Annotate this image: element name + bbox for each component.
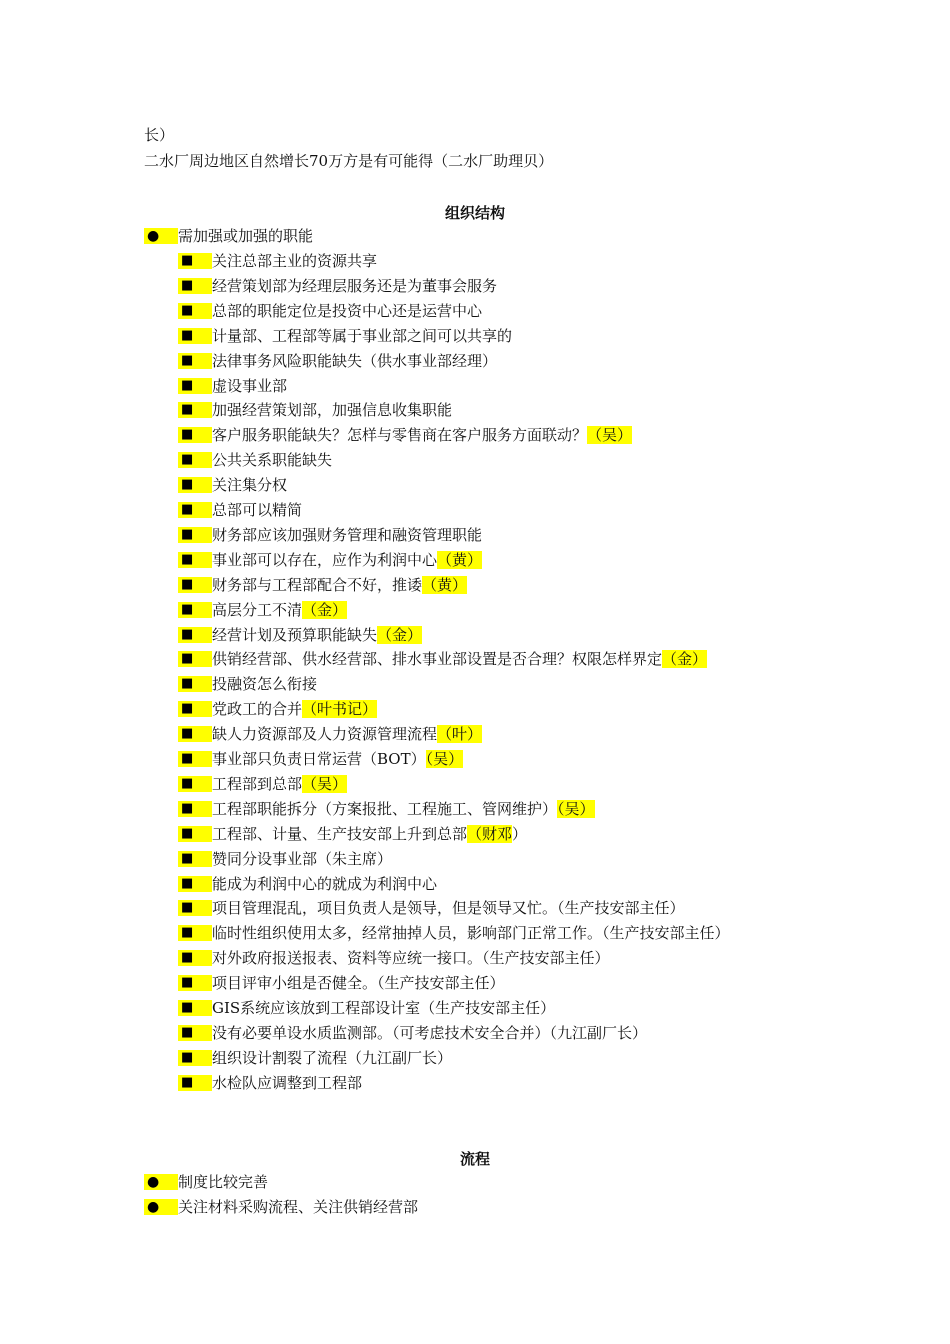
bullet-square-icon: ■	[178, 1025, 212, 1041]
list-item-label	[212, 425, 632, 445]
list-item-label: 关注材料采购流程、关注供销经营部	[178, 1198, 419, 1216]
bullet-square-icon: ■	[178, 851, 212, 867]
item-text: 公共关系职能缺失	[212, 451, 333, 469]
bullet-square-icon: ■	[178, 925, 212, 941]
list-item-label	[212, 326, 512, 346]
item-text: 临时性组织使用太多，经常抽掉人员，影响部门正常工作。（生产技安部主任）	[212, 924, 730, 942]
item-text: 项目评审小组是否健全。（生产技安部主任）	[212, 974, 505, 992]
list-item-label	[212, 849, 392, 869]
bullet-square-icon: ■	[178, 950, 212, 966]
bullet-square-icon: ■	[178, 1050, 212, 1066]
attribution-tag: （财邓	[467, 825, 513, 843]
list-item-label	[212, 575, 467, 595]
list-item-label	[212, 898, 685, 918]
bullet-square-icon: ■	[178, 1000, 212, 1016]
list-item-label	[212, 376, 287, 396]
bullet-square-icon: ■	[178, 776, 212, 792]
list-item-label	[212, 400, 452, 420]
bullet-square-icon: ■	[178, 502, 212, 518]
bullet-square-icon: ■	[178, 303, 212, 319]
list-item-label	[212, 475, 287, 495]
intro-line-2: 二水厂周边地区自然增长70万方是有可能得（二水厂助理贝）	[144, 152, 554, 170]
bullet-square-icon: ■	[178, 726, 212, 742]
list-item-label	[212, 998, 555, 1018]
list-item-label	[212, 450, 332, 470]
attribution-tag: （吴）	[557, 800, 595, 818]
item-text: 党政工的合并	[212, 700, 303, 718]
list-item-label	[212, 874, 437, 894]
bullet-square-icon: ■	[178, 627, 212, 643]
item-text: 总部的职能定位是投资中心还是运营中心	[212, 302, 483, 320]
list-item-label	[212, 774, 347, 794]
item-text: 计量部、工程部等属于事业部之间可以共享的	[212, 327, 513, 345]
section-title-org: 组织结构	[444, 204, 505, 222]
item-text: 供销经营部、供水经营部、排水事业部设置是否合理？权限怎样界定	[212, 650, 663, 668]
list-item-label	[212, 525, 482, 545]
item-text: 缺人力资源部及人力资源管理流程	[212, 725, 438, 743]
intro-line-1: 长）	[144, 126, 175, 144]
item-text: 财务部应该加强财务管理和融资管理职能	[212, 526, 483, 544]
item-text: 关注总部主业的资源共享	[212, 252, 378, 270]
bullet-square-icon: ■	[178, 552, 212, 568]
attribution-tag: （金）	[377, 626, 423, 644]
bullet-square-icon: ■	[178, 452, 212, 468]
bullet-square-icon: ■	[178, 701, 212, 717]
list-item-label	[212, 948, 610, 968]
bullet-square-icon: ■	[178, 751, 212, 767]
list-item-label	[212, 674, 317, 694]
bullet-square-icon: ■	[178, 477, 212, 493]
bullet-square-icon: ■	[178, 975, 212, 991]
bullet-square-icon: ■	[178, 801, 212, 817]
list-item-label	[212, 301, 482, 321]
attribution-tag: （黄）	[422, 576, 468, 594]
section-title-flow: 流程	[459, 1150, 490, 1168]
list-item-label	[212, 824, 527, 844]
list-item-label	[212, 923, 730, 943]
bullet-square-icon: ■	[178, 353, 212, 369]
item-text: 关注集分权	[212, 476, 288, 494]
item-text: 能成为利润中心的就成为利润中心	[212, 875, 438, 893]
attribution-tag: （金）	[662, 650, 708, 668]
item-text: 加强经营策划部，加强信息收集职能	[212, 401, 453, 419]
item-text: 对外政府报送报表、资料等应统一接口。（生产技安部主任）	[212, 949, 610, 967]
list-item-label	[212, 625, 422, 645]
bullet-square-icon: ■	[178, 577, 212, 593]
item-text: 项目管理混乱，项目负责人是领导，但是领导又忙。（生产技安部主任）	[212, 899, 685, 917]
bullet-square-icon: ■	[178, 676, 212, 692]
list-item-label	[212, 1048, 452, 1068]
item-text: 水检队应调整到工程部	[212, 1074, 363, 1092]
item-text: 事业部可以存在，应作为利润中心	[212, 551, 438, 569]
bullet-square-icon: ■	[178, 378, 212, 394]
bullet-square-icon: ■	[178, 900, 212, 916]
item-text: 总部可以精简	[212, 501, 303, 519]
bullet-square-icon: ■	[178, 527, 212, 543]
list-item-label	[212, 550, 482, 570]
attribution-tag: （吴）	[587, 426, 633, 444]
item-text: 工程部、计量、生产技安部上升到总部	[212, 825, 468, 843]
item-text: 组织设计割裂了流程（九江副厂长）	[212, 1049, 453, 1067]
item-text: 事业部只负责日常运营（BOT）	[212, 750, 426, 768]
list-item-label	[212, 649, 707, 669]
attribution-tail: ）	[512, 825, 528, 843]
bullet-square-icon: ■	[178, 328, 212, 344]
item-text: 财务部与工程部配合不好，推诿	[212, 576, 423, 594]
bullet-square-icon: ■	[178, 278, 212, 294]
bullet-square-icon: ■	[178, 402, 212, 418]
bullet-circle-icon: ●	[144, 1174, 178, 1190]
list-item-label	[212, 749, 463, 769]
bullet-square-icon: ■	[178, 876, 212, 892]
bullet-square-icon: ■	[178, 651, 212, 667]
item-text: 虚设事业部	[212, 377, 288, 395]
attribution-tag: （黄）	[437, 551, 483, 569]
item-text: 工程部到总部	[212, 775, 303, 793]
attribution-tag: （叶书记）	[302, 700, 378, 718]
attribution-tag: （金）	[302, 601, 348, 619]
list-item-label	[212, 1073, 362, 1093]
item-text: 客户服务职能缺失？怎样与零售商在客户服务方面联动？	[212, 426, 588, 444]
attribution-tag: （吴）	[425, 750, 464, 768]
item-text: 经营计划及预算职能缺失	[212, 626, 378, 644]
attribution-tag: （吴）	[302, 775, 348, 793]
list-item-label	[212, 251, 377, 271]
item-text: 高层分工不清	[212, 601, 303, 619]
list-item-label	[212, 600, 347, 620]
list-item-label	[212, 973, 505, 993]
list-item-label: 制度比较完善	[178, 1173, 269, 1191]
bullet-square-icon: ■	[178, 1075, 212, 1091]
list-item-label	[212, 276, 497, 296]
list-item-label	[212, 351, 497, 371]
list-item-label: 需加强或加强的职能	[178, 227, 314, 245]
attribution-tag: （叶）	[437, 725, 483, 743]
bullet-square-icon: ■	[178, 427, 212, 443]
item-text: 没有必要单设水质监测部。（可考虑技术安全合并）（九江副厂长）	[212, 1024, 648, 1042]
list-item-label	[212, 500, 302, 520]
item-text: 法律事务风险职能缺失（供水事业部经理）	[212, 352, 498, 370]
item-text: 工程部职能拆分（方案报批、工程施工、管网维护）	[212, 800, 558, 818]
bullet-square-icon: ■	[178, 602, 212, 618]
bullet-circle-icon: ●	[144, 228, 178, 244]
bullet-circle-icon: ●	[144, 1199, 178, 1215]
item-text: 投融资怎么衔接	[212, 675, 318, 693]
item-text: 赞同分设事业部（朱主席）	[212, 850, 393, 868]
item-text: 经营策划部为经理层服务还是为董事会服务	[212, 277, 498, 295]
list-item-label	[212, 799, 595, 819]
list-item-label	[212, 1023, 647, 1043]
bullet-square-icon: ■	[178, 826, 212, 842]
item-text: GIS系统应该放到工程部设计室（生产技安部主任）	[212, 999, 556, 1017]
list-item-label	[212, 699, 377, 719]
list-item-label	[212, 724, 482, 744]
bullet-square-icon: ■	[178, 253, 212, 269]
